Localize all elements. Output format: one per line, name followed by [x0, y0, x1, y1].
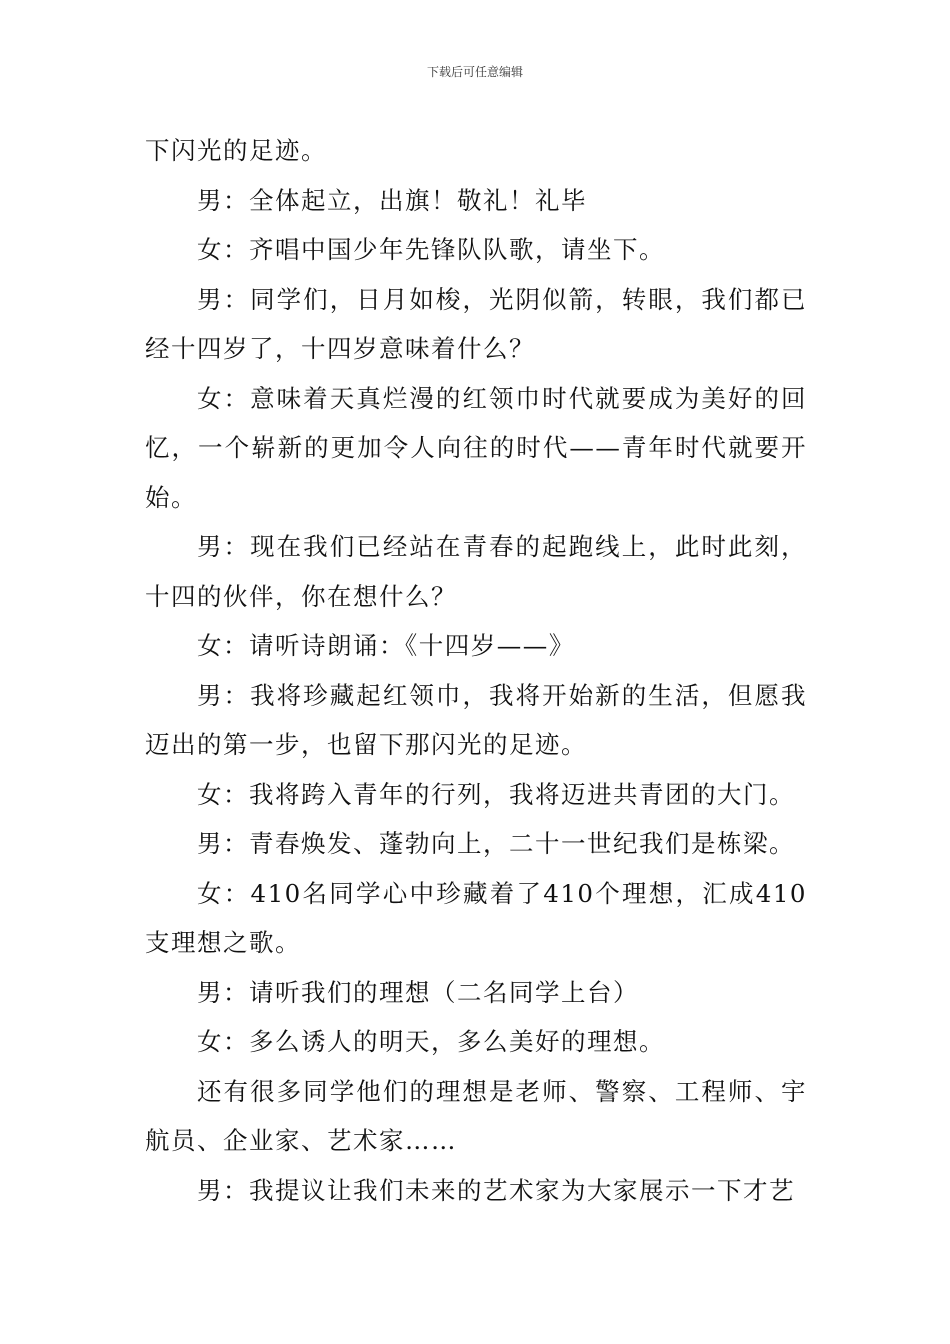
paragraph-6: 男：现在我们已经站在青春的起跑线上，此时此刻，十四的伙伴，你在想什么？ — [145, 532, 807, 611]
paragraph-1: 下闪光的足迹。 — [145, 136, 327, 165]
paragraph-13: 女：多么诱人的明天，多么美好的理想。 — [197, 1027, 665, 1056]
paragraph-3: 女：齐唱中国少年先锋队队歌，请坐下。 — [197, 235, 665, 264]
page-header: 下载后可任意编辑 — [426, 65, 523, 79]
paragraph-9: 女：我将跨入青年的行列，我将迈进共青团的大门。 — [197, 779, 795, 809]
paragraph-4: 男：同学们，日月如梭，光阴似箭，转眼，我们都已经十四岁了，十四岁意味着什么？ — [145, 284, 807, 363]
paragraph-5: 女：意味着天真烂漫的红领巾时代就要成为美好的回忆，一个崭新的更加令人向往的时代——青年时代就要开始。 — [145, 383, 807, 512]
paragraph-8: 男：我将珍藏起红领巾，我将开始新的生活，但愿我迈出的第一步，也留下那闪光的足迹。 — [145, 680, 807, 759]
paragraph-15: 男：我提议让我们未来的艺术家为大家展示一下才艺 — [197, 1175, 795, 1205]
paragraph-11: 女：410名同学心中珍藏着了410个理想，汇成410支理想之歌。 — [145, 878, 807, 957]
paragraph-12: 男：请听我们的理想（二名同学上台） — [197, 977, 639, 1007]
paragraph-10: 男：青春焕发、蓬勃向上，二十一世纪我们是栋梁。 — [197, 829, 795, 858]
paragraph-2: 男：全体起立，出旗！敬礼！礼毕 — [197, 185, 587, 215]
paragraph-7: 女：请听诗朗诵：《十四岁——》 — [197, 631, 575, 660]
paragraph-14: 还有很多同学他们的理想是老师、警察、工程师、宇航员、企业家、艺术家…… — [145, 1076, 807, 1155]
document-body — [145, 126, 807, 1215]
